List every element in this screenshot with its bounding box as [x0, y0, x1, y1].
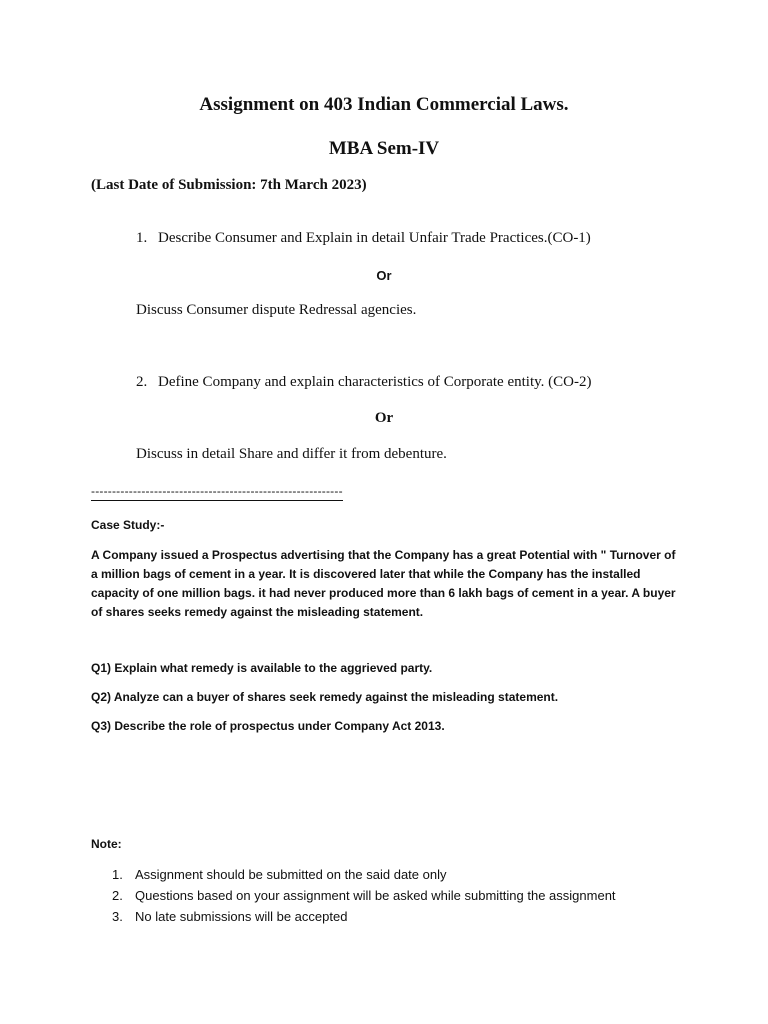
- case-study-heading: Case Study:-: [91, 518, 165, 532]
- question-1-number: 1.: [136, 230, 148, 246]
- section-divider: ------------------------------------------------------------: [91, 484, 343, 501]
- note-item-number: 3.: [112, 909, 123, 924]
- question-1-or: Or: [376, 268, 392, 283]
- page-title: Assignment on 403 Indian Commercial Laws.: [199, 94, 569, 115]
- note-item-text: No late submissions will be accepted: [135, 909, 348, 924]
- question-1-text: Describe Consumer and Explain in detail Unfair Trade Practices.(CO-1): [158, 230, 591, 246]
- case-question-2: Q2) Analyze can a buyer of shares seek remedy against the misleading statement.: [91, 690, 559, 704]
- case-question-3: Q3) Describe the role of prospectus under Company Act 2013.: [91, 719, 445, 733]
- note-item-number: 1.: [112, 867, 123, 882]
- page-subtitle: MBA Sem-IV: [328, 138, 440, 159]
- note-heading: Note:: [91, 837, 122, 851]
- question-2-text: Define Company and explain characteristics of Corporate entity. (CO-2): [158, 374, 592, 390]
- note-item-text: Questions based on your assignment will be asked while submitting the assignment: [135, 888, 616, 903]
- note-item-number: 2.: [112, 888, 123, 903]
- question-1-alternative: Discuss Consumer dispute Redressal agencies.: [136, 302, 417, 318]
- question-2-alternative: Discuss in detail Share and differ it from debenture.: [136, 446, 447, 462]
- question-2-number: 2.: [136, 374, 148, 390]
- note-item-text: Assignment should be submitted on the said date only: [135, 867, 447, 882]
- submission-deadline: (Last Date of Submission: 7th March 2023): [91, 177, 367, 193]
- case-study-paragraph: A Company issued a Prospectus advertising that the Company has a great Potential with " Turnover of a million bags of cement in a year. It is discovered later that while the Company has the installed capacity of one million bags. it had never produced more than 6 lakh bags of cement in a year. A buyer of shares seeks remedy against the misleading statement.: [91, 548, 676, 619]
- case-question-1: Q1) Explain what remedy is available to the aggrieved party.: [91, 661, 433, 675]
- question-2-or: Or: [374, 410, 394, 426]
